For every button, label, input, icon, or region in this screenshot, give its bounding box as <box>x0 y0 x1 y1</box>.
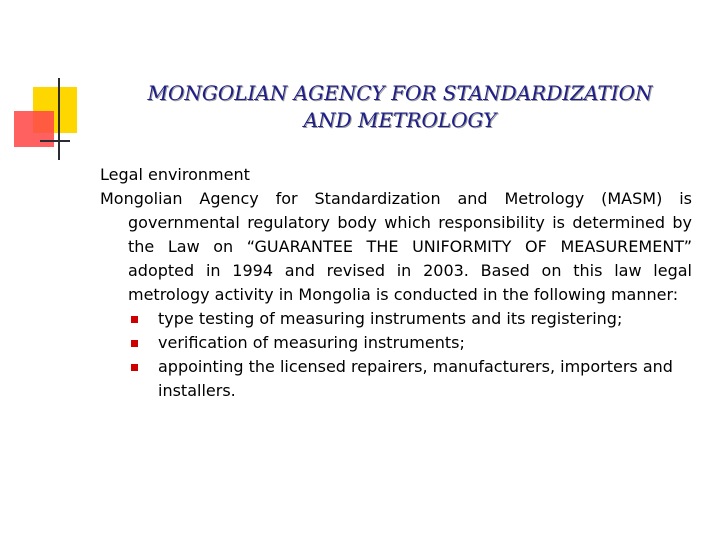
bullet-item <box>158 307 692 331</box>
square-bullet-icon <box>131 364 138 371</box>
decorative-vertical-line <box>58 78 60 160</box>
bullet-text: verification of measuring instruments; <box>158 333 465 352</box>
body-paragraph: Mongolian Agency for Standardization and Metrology (MASM) is governmental regulatory body which responsibility is determined by the Law on “GUARANTEE THE UNIFORMITY OF MEASUREMENT” adopted in 1994 and revised in 2003. Based on this law legal metrology activity in Mongolia is conducted in the following manner: <box>100 189 692 304</box>
bullet-item <box>158 355 692 403</box>
title-line-1: MONGOLIAN AGENCY FOR STANDARDIZATION <box>147 81 653 105</box>
slide-body <box>100 163 692 403</box>
square-bullet-icon <box>131 340 138 347</box>
square-bullet-icon <box>131 316 138 323</box>
bullet-list <box>100 307 692 403</box>
bullet-item <box>158 331 692 355</box>
bullet-text: appointing the licensed repairers, manufacturers, importers and installers. <box>158 357 673 400</box>
section-heading: Legal environment <box>100 165 250 184</box>
slide-title <box>100 80 700 134</box>
title-line-2: AND METROLOGY <box>303 108 497 132</box>
bullet-text: type testing of measuring instruments and its registering; <box>158 309 623 328</box>
decorative-horizontal-line <box>40 140 70 142</box>
